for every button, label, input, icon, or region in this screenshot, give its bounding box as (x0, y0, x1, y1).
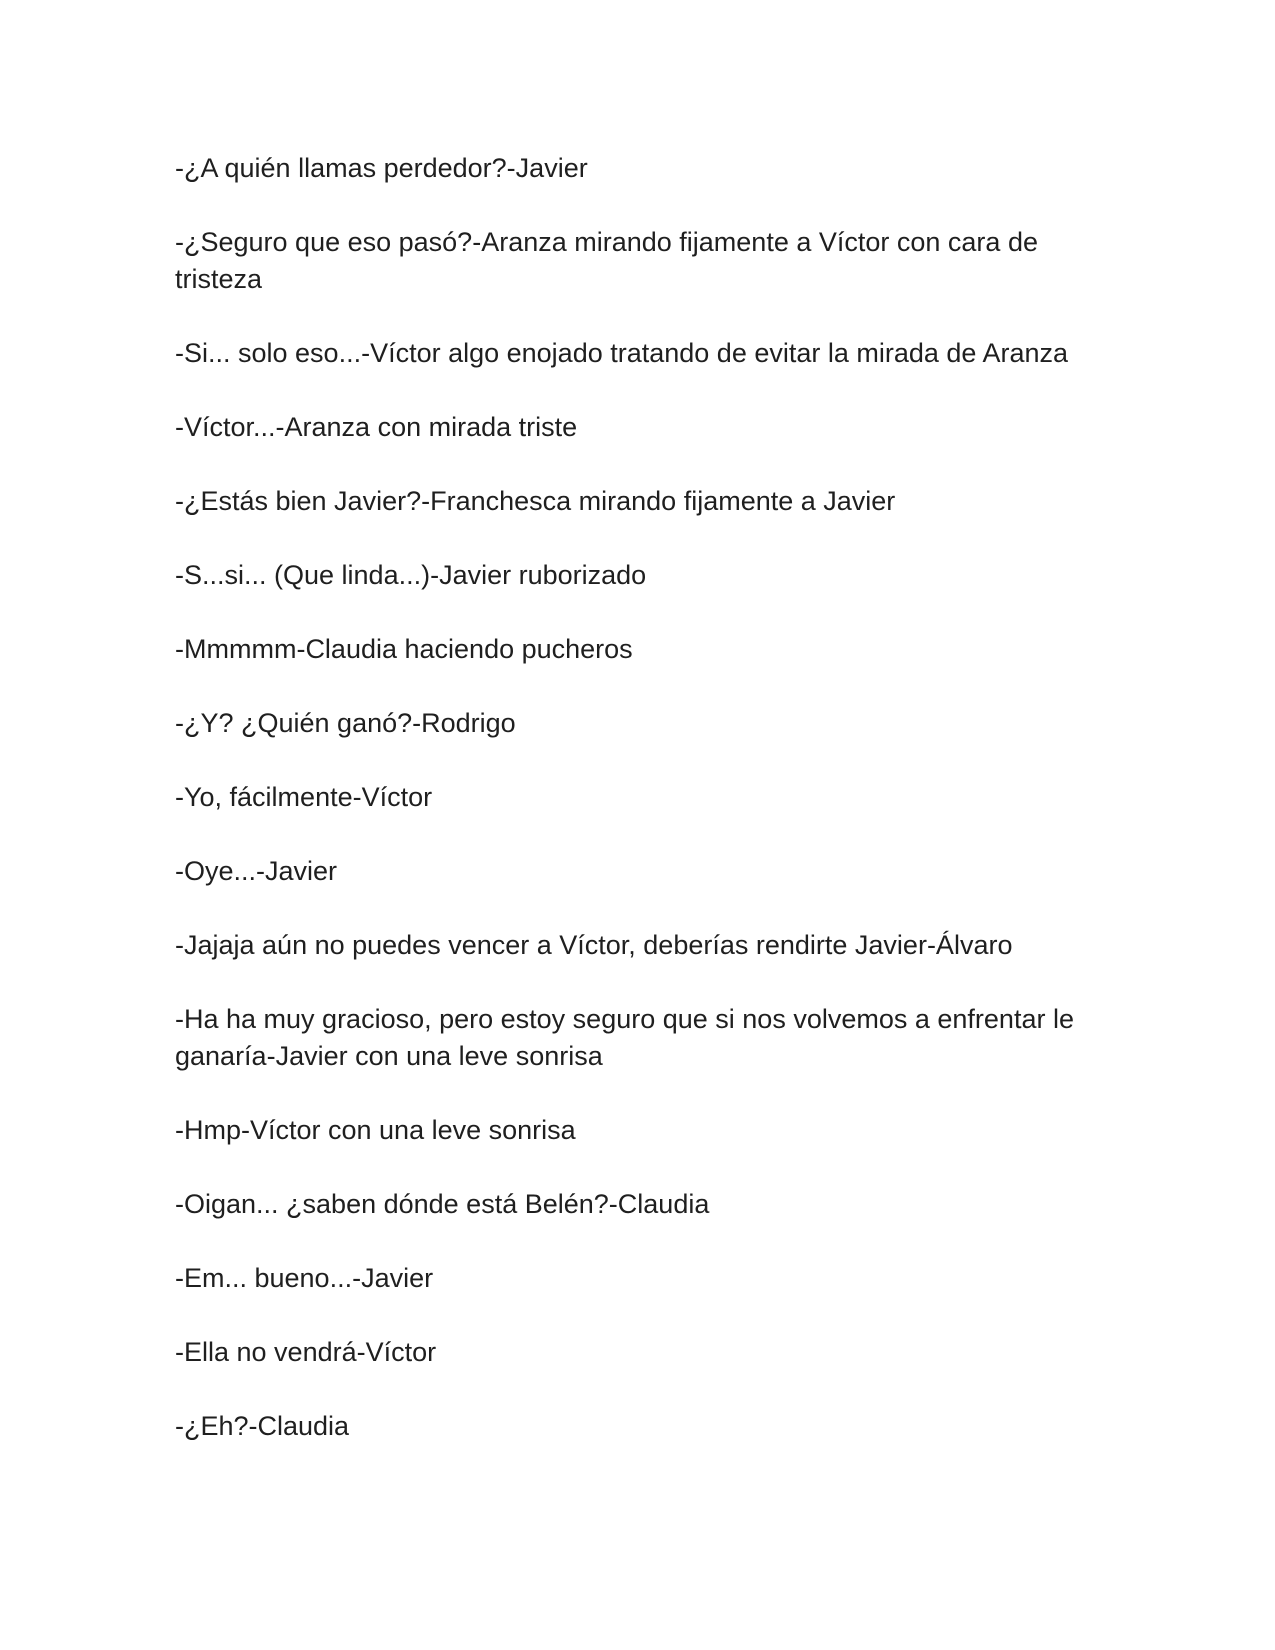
dialogue-line: -Víctor...-Aranza con mirada triste (175, 412, 578, 442)
dialogue-line: -Si... solo eso...-Víctor algo enojado tratando de evitar la mirada de Aranza (175, 338, 1069, 368)
dialogue-line: -¿Seguro que eso pasó?-Aranza mirando fijamente a Víctor con cara de tristeza (175, 227, 1038, 294)
dialogue-line: -Ha ha muy gracioso, pero estoy seguro que si nos volvemos a enfrentar le ganaría-Javier con una leve sonrisa (175, 1004, 1074, 1071)
dialogue-line: -S...si... (Que linda...)-Javier ruborizado (175, 560, 647, 590)
dialogue-line: -Jajaja aún no puedes vencer a Víctor, deberías rendirte Javier-Álvaro (175, 930, 1013, 960)
dialogue-line: -¿A quién llamas perdedor?-Javier (175, 153, 588, 183)
dialogue-line: -Oigan... ¿saben dónde está Belén?-Claudia (175, 1189, 710, 1219)
dialogue-line: -Yo, fácilmente-Víctor (175, 782, 433, 812)
dialogue-line: -Oye...-Javier (175, 856, 338, 886)
dialogue-line: -Hmp-Víctor con una leve sonrisa (175, 1115, 576, 1145)
dialogue-line: -¿Estás bien Javier?-Franchesca mirando fijamente a Javier (175, 486, 896, 516)
dialogue-line: -Mmmmm-Claudia haciendo pucheros (175, 634, 633, 664)
dialogue-line: -¿Y? ¿Quién ganó?-Rodrigo (175, 708, 516, 738)
document-body (175, 150, 1095, 1482)
dialogue-line: -Em... bueno...-Javier (175, 1263, 434, 1293)
dialogue-line: -¿Eh?-Claudia (175, 1411, 350, 1441)
dialogue-line: -Ella no vendrá-Víctor (175, 1337, 437, 1367)
